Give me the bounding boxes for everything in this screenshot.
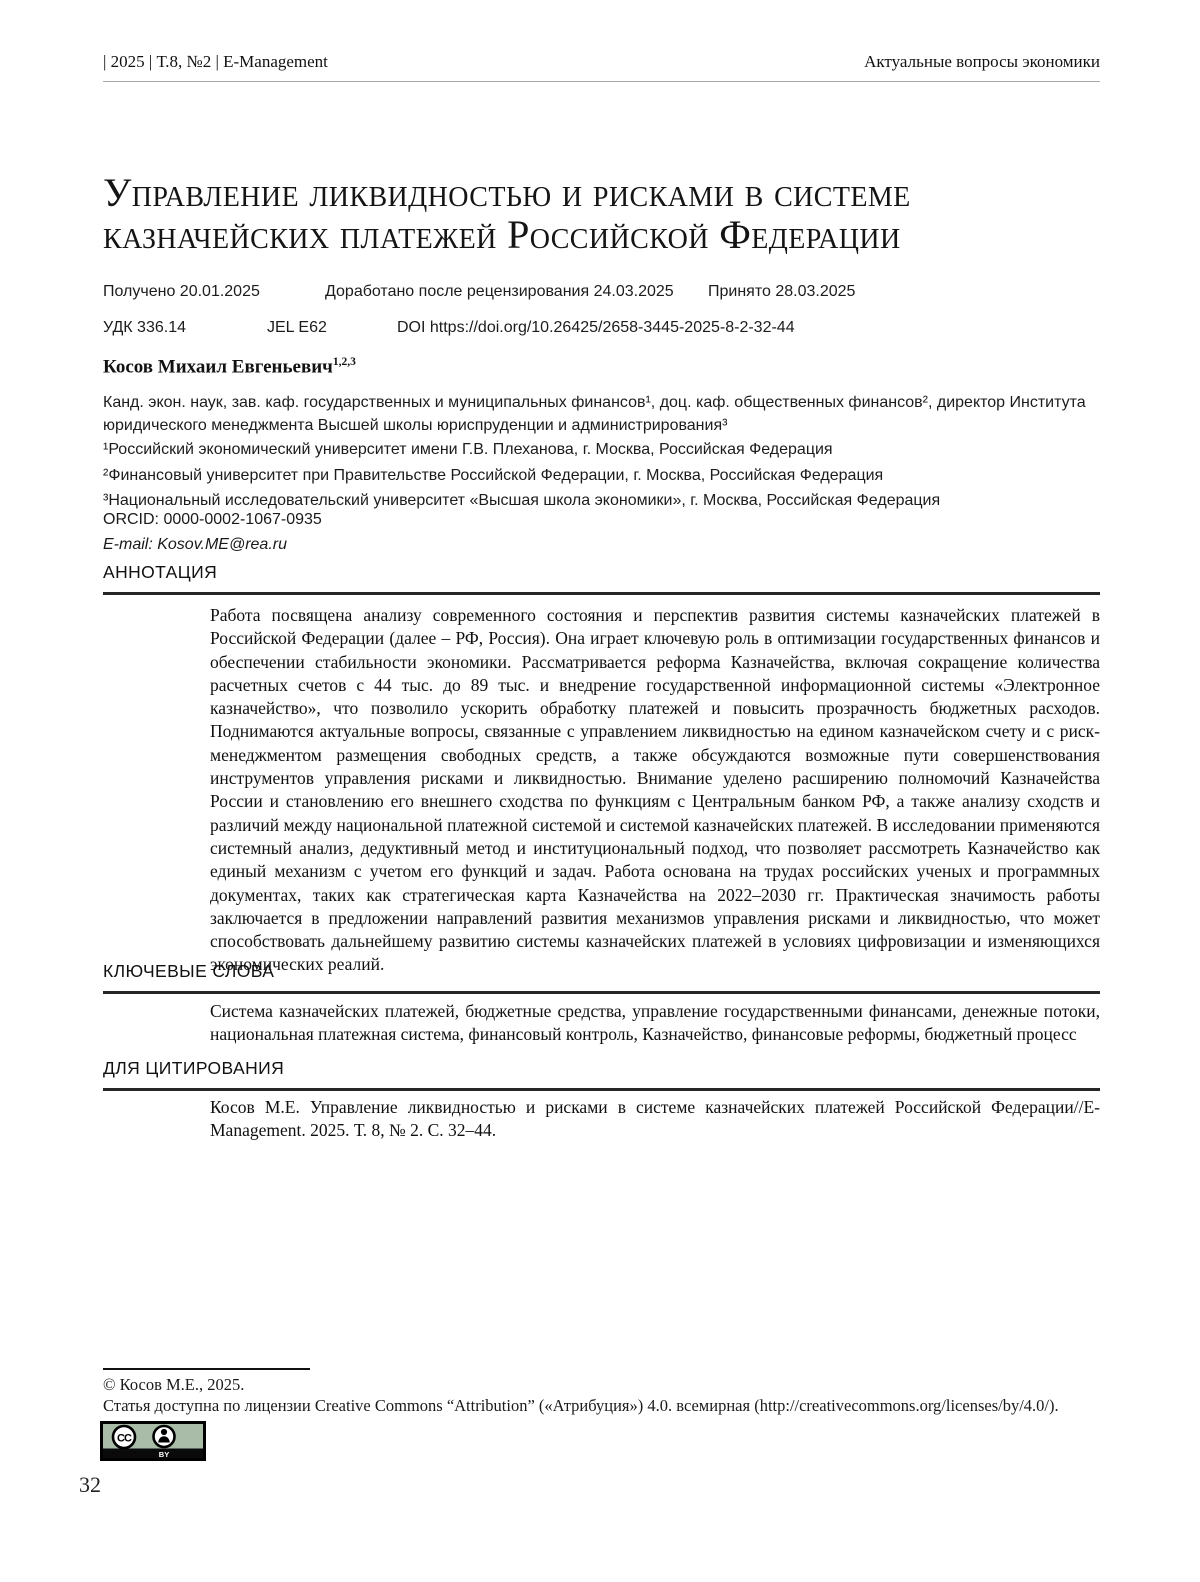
- article-title: [103, 172, 1110, 256]
- author-affiliations: [103, 437, 1100, 514]
- person-icon: [161, 1429, 167, 1435]
- article-title-line-2: казначейских платежей Российской Федерации: [103, 212, 901, 257]
- affiliation-1: ¹Российский экономический университет имени Г.В. Плеханова, г. Москва, Российская Федерация: [103, 441, 833, 458]
- journal-volume-info: | 2025 | Т.8, №2 | E-Management: [103, 52, 328, 71]
- revised-date: Доработано после рецензирования 24.03.2025: [325, 283, 674, 300]
- page-number: 32: [79, 1472, 101, 1497]
- citation-text: Косов М.Е. Управление ликвидностью и рисками в системе казначейских платежей Российской Федерации//E-Management. 2025. Т. 8, № 2. С. 32–44.: [210, 1097, 1100, 1141]
- jel-code: JEL E62: [267, 319, 327, 336]
- keywords-text: Система казначейских платежей, бюджетные средства, управление государственными финансами, денежные потоки, национальная платежная система, финансовый контроль, Казначейство, финансовые реформы, бюджетный процесс: [210, 1001, 1100, 1045]
- license-line: Статья доступна по лицензии Creative Commons “Attribution” («Атрибуция») 4.0. всемирная (http://creativecommons.org/licenses/by/4.0/).: [103, 1396, 1059, 1415]
- doi-link: DOI https://doi.org/10.26425/2658-3445-2025-8-2-32-44: [397, 319, 795, 336]
- journal-section-label: Актуальные вопросы экономики: [864, 52, 1100, 71]
- author-email: E-mail: Kosov.ME@rea.ru: [103, 536, 287, 553]
- affiliation-2: ²Финансовый университет при Правительстве Российской Федерации, г. Москва, Российская Федерация: [103, 466, 884, 484]
- citation-heading: ДЛЯ ЦИТИРОВАНИЯ: [103, 1058, 1100, 1091]
- abstract-text: Работа посвящена анализу современного состояния и перспектив развития системы казначейских платежей в Российской Федерации (далее – РФ, Россия). Она играет ключевую роль в оптимизации государственных финансов и обеспечении стабильности экономики. Рассматривается реформа Казначейства, включая сокращение количества расчетных счетов с 44 тыс. до 89 тыс. и внедрение государственной информационной системы «Электронное казначейство», что позволило ускорить обработку платежей и повысить прозрачность бюджетных расходов. Поднимаются актуальные вопросы, связанные с управлением ликвидностью на едином казначейском счету и с риск-менеджментом размещения свободных средств, а также обсуждаются возможные пути совершенствования инструментов управления рисками и ликвидностью. Внимание уделено расширению полномочий Казначейства России и становлению его внешнего сходства по функциям с Центральным банком РФ, а также анализу сходств и различий между национальной платежной системой и системой казначейских платежей. В исследовании применяются системный анализ, дедуктивный метод и институциональный подход, что позволяет рассмотреть Казначейство как единый механизм с учетом его функций и задач. Работа основана на трудах российских ученых и программных документах, таких как стратегическая карта Казначейства на 2022–2030 гг. Практическая значимость работы заключается в предложении направлений развития механизмов управления рисками и ликвидностью, что может способствовать дальнейшему развитию системы казначейских платежей в условиях цифровизации и изменяющихся экономических реалий.: [210, 605, 1100, 975]
- received-date: Получено 20.01.2025: [103, 283, 260, 300]
- by-label: BY: [158, 1449, 170, 1459]
- article-title-line-1: Управление ликвидностью и рисками в системе: [103, 170, 911, 215]
- copyright-line: © Косов М.Е., 2025.: [103, 1375, 245, 1394]
- author-position: Канд. экон. наук, зав. каф. государственных и муниципальных финансов¹, доц. каф. общественных финансов², директор Института юридического менеджмента Высшей школы юриспруденции и администрирования³: [103, 394, 1086, 434]
- author-affiliation-marks: 1,2,3: [332, 356, 356, 368]
- identifiers-row: [103, 319, 1100, 341]
- cc-logo-text: CC: [117, 1432, 131, 1445]
- abstract-heading: АННОТАЦИЯ: [103, 562, 1100, 595]
- udk-code: УДК 336.14: [103, 319, 186, 336]
- cc-by-license-badge-icon: [100, 1421, 206, 1461]
- footnote-divider: [103, 1368, 310, 1370]
- author-orcid: ORCID: 0000-0002-1067-0935: [103, 511, 322, 528]
- keywords-heading: КЛЮЧЕВЫЕ СЛОВА: [103, 961, 1100, 994]
- dates-row: [103, 283, 1100, 305]
- author-name: Косов Михаил Евгеньевич$^{1,2,3}$: [103, 356, 356, 378]
- accepted-date: Принято 28.03.2025: [708, 283, 856, 300]
- page-header: [103, 52, 1100, 82]
- affiliation-3: ³Национальный исследовательский университет «Высшая школа экономики», г. Москва, Российская Федерация: [103, 492, 941, 509]
